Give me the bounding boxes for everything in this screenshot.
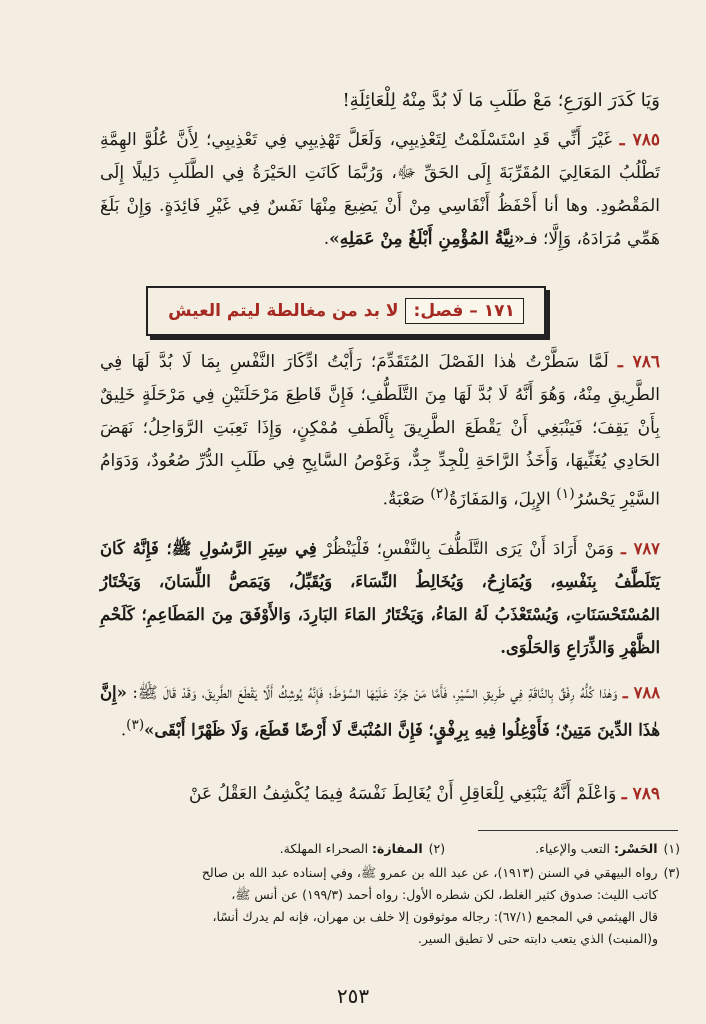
- paragraph-end: .: [120, 720, 127, 740]
- paragraph-number: ٧٨٦ ـ: [617, 352, 660, 372]
- footnote-number-2: (٢): [428, 841, 446, 856]
- footnote-3-line-1: [40, 862, 680, 883]
- hadith-quote: «إِنَّ هٰذَا الدِّينَ مَتِينٌ؛ فَأَوْغِلُوا فِيهِ بِرِفْقٍ؛ فَإِنَّ المُنْبَتَّ لَا أَرْضًا قَطَعَ، وَلَا ظَهْرًا أَبْقَى»: [100, 683, 660, 740]
- paragraph-text-2: الإِبِلَ، وَالمَفَازَةُ: [448, 489, 557, 510]
- paragraph-bold-text: فِي سِيَرِ الرَّسُولِ ﷺ؛ فَإِنَّهُ كَانَ يَتَلَطَّفُ بِنَفْسِهِ، وَيُمَازِحُ، وَيُخَالِطُ النِّسَاءَ، وَيُقَبِّلُ، وَيَمَصُّ اللِّسَانَ، وَيَخْتَارُ المُسْتَحْسَنَاتِ، وَيُسْتَعْذَبُ لَهُ المَاءُ، وَيَخْتَارُ المَاءَ البَارِدَ، وَالأَوْفَقَ مِنَ المَطَاعِمِ؛ كَلَحْمِ الظَّهْرِ وَالذِّرَاعِ وَالحَلْوَى.: [100, 539, 660, 657]
- hadith-quote: «نِيَّةُ المُؤْمِنِ أَبْلَغُ مِنْ عَمَلِهِ»: [329, 229, 525, 249]
- paragraph-text: وَيَا كَدَرَ الوَرَعِ؛ مَعْ طَلَبِ مَا لَا بُدَّ مِنْهُ لِلْعَائِلَةِ!: [342, 90, 660, 111]
- footnote-3-line-3: [40, 906, 680, 927]
- footnote-ref-1: (١): [556, 486, 575, 502]
- footnote-text: و(المنبت) الذي يتعب دابته حتى لا تطيق السير.: [417, 931, 658, 946]
- footnote-number-3: (٣): [663, 865, 680, 880]
- footnote-ref-2: (٢): [430, 486, 449, 502]
- footnote-text: قال الهيثمي في المجمع (٦٧/١): رجاله موثوقون إلا خلف بن مهران، فإنه لم يدرك أنسًا،: [212, 909, 658, 924]
- footnote-number-1: (١): [663, 841, 680, 856]
- paragraph-number: ٧٨٩ ـ: [621, 784, 660, 804]
- paragraph-786: [100, 346, 660, 517]
- section-heading-box: [146, 286, 546, 336]
- paragraph-number: ٧٨٧ ـ: [621, 539, 660, 558]
- paragraph-788: [100, 676, 660, 746]
- paragraph-continuation: [100, 84, 660, 117]
- paragraph-end: .: [323, 229, 330, 249]
- footnotes-row-1: [40, 838, 680, 859]
- section-label: ١٧١ – فصل:: [405, 298, 524, 324]
- footnote-text: كاتب الليث: صدوق كثير الغلط، لكن شطره الأول: رواه أحمد (١٩٩/٣) عن أنس ﷺ،: [231, 887, 658, 902]
- paragraph-number: ٧٨٥ ـ: [619, 130, 660, 150]
- footnote-term-2: المفازة:: [372, 841, 423, 856]
- paragraph-text: لَمَّا سَطَّرْتُ هٰذا الفَصْلَ المُتَقَدِّمَ؛ رَأَيْتُ ادِّكَارَ النَّفْسِ بِمَا لَا بُدَّ لَهَا فِي الطَّرِيقِ مِنْهُ، وَهُوَ أَنَّهُ لَا بُدَّ لَهَا مِنَ التَّلَطُّفِ؛ فَإِنَّ قَاطِعَ مَرْحَلَتَيْنِ فِي مَرْحَلَةٍ خَلِيقٌ بِأَنْ يَقِفَ؛ فَيَنْبَغِي أَنْ يَقْطَعَ الطَّرِيقَ بِأَلْطَفِ مُمْكِنٍ، وَإِذَا تَعِبَتِ الرَّوَاحِلُ؛ نَهَضَ الحَادِي يُغَنِّيهَا، وَأَخَذُ الرَّاحَةِ لِلْجِدِّ جِدٌّ، وَغَوْصُ السَّابِحِ فِي طَلَبِ الدُّرِّ صُعُودٌ، وَدَوَامُ السَّيْرِ يَحْسُرُ: [100, 352, 660, 510]
- footnote-3-line-4: [40, 928, 680, 949]
- footnote-text: رواه البيهقي في السنن (١٩١٣)، عن عبد الله بن عمرو ﷺ، وفي إسناده عبد الله بن صالح: [201, 865, 658, 880]
- section-title: لا بد من مغالطة ليتم العيش: [168, 301, 399, 321]
- paragraph-text: وَهٰذا كُلُّهُ رِفْقٌ بِالنَّاقَةِ فِي طَرِيقِ السَّيْرِ، فَأَمَّا مَنْ جَرَّدَ عَلَيْهَا السَّوْطَ؛ فَإِنَّهُ يُوشِكُ أَلَّا يَقْطَعَ الطَّرِيقَ، وَقَدْ قَالَ ﷺ:: [132, 683, 618, 702]
- footnote-ref-3: (٣): [126, 717, 145, 733]
- page-number: ٢٥٣: [336, 984, 370, 1008]
- paragraph-text: وَمَنْ أَرَادَ أَنْ يَرَى التَّلَطُّفَ بِالنَّفْسِ؛ فَلْيَنْظُرْ: [323, 539, 614, 558]
- paragraph-785: [100, 124, 660, 256]
- paragraph-789: [100, 778, 660, 811]
- footnote-text-2: الصحراء المهلكة.: [279, 841, 369, 856]
- footnote-text-1: التعب والإعياء.: [535, 841, 611, 856]
- paragraph-number: ٧٨٨ ـ: [622, 683, 661, 702]
- paragraph-text: غَيْرَ أَنِّي قَدِ اسْتَسْلَمْتُ لِتَعْذِيبِي، وَلَعَلَّ تَهْذِيبِي فِي تَعْذِيبِي؛ لِأَنَّ عُلُوَّ الهِمَّةِ تَطْلُبُ المَعَالِيَ المُقَرِّبَةَ إِلَى الحَقِّ ﷻ، وَرُبَّمَا كَانَتِ الحَيْرَةُ فِي الطَّلَبِ دَلِيلًا إِلَى المَقْصُودِ. وها أنا أَحْفَظُ أَنْفَاسِي مِنْ أَنْ يَضِيعَ مِنْهَا نَفَسٌ فِي غَيْرِ فَائِدَةٍ. وَإِنْ بَلَغَ هَمِّي مُرَادَهُ، وَإِلَّا؛ فـ: [100, 130, 660, 249]
- footnote-term-1: الحَسْر:: [614, 841, 658, 856]
- paragraph-text: وَاعْلَمْ أَنَّهُ يَنْبَغِي لِلْعَاقِلِ أَنْ يُغَالِطَ نَفْسَهُ فِيمَا يُكْشِفُ العَقْلُ عَنْ: [189, 784, 617, 804]
- paragraph-text-3: صَعْبَةٌ.: [382, 489, 431, 510]
- footnote-3-line-2: [40, 884, 680, 905]
- paragraph-787: [100, 532, 660, 664]
- footnote-divider: [478, 830, 678, 831]
